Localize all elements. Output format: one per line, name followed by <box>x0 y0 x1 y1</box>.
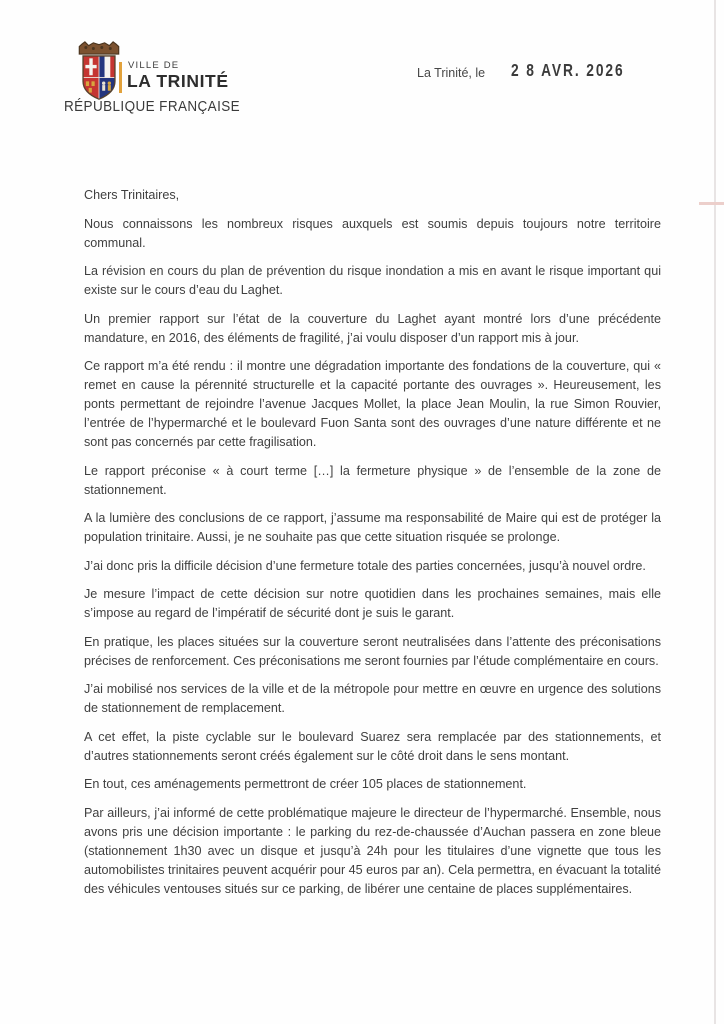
letter-paragraph: J’ai donc pris la difficile décision d’une fermeture totale des parties concernées, jusqu’à nouvel ordre. <box>84 558 646 573</box>
city-brand-block <box>64 38 264 122</box>
letter-paragraph: Nous connaissons les nombreux risques auxquels est soumis depuis toujours notre territoire communal. <box>84 216 661 250</box>
letter-paragraph: A cet effet, la piste cyclable sur le boulevard Suarez sera remplacée par des stationnements, et d’autres stationnements seront créés également sur le côté droit dans le sens montant. <box>84 729 661 763</box>
letter-paragraph: A la lumière des conclusions de ce rapport, j’assume ma responsabilité de Maire qui est de protéger la population trinitaire. Aussi, je ne souhaite pas que cette situation risquée se prolonge. <box>84 511 661 544</box>
letter-body <box>84 186 661 908</box>
letter-paragraph: J’ai mobilisé nos services de la ville et de la métropole pour mettre en œuvre en urgence des solutions de stationnement de remplacement. <box>84 682 661 715</box>
letter-paragraph: Par ailleurs, j’ai informé de cette problématique majeure le directeur de l’hypermarché. Ensemble, nous avons pris une décision importante : le parking du rez-de-chaussée d’Auchan passera en zone bleue (stationnement 1h30 avec un disque et jusqu’à 24h pour les titulaires d’une vignette que tous les automobilistes trinitaires peuvent acquérir pour 45 euros par an). Cela permettra, en évacuant la totalité des véhicules ventouses situés sur ce parking, de libérer une centaine de places supplémentaires. <box>84 805 661 896</box>
scan-page-edge-line <box>714 0 716 1024</box>
scan-artifact-mark <box>699 202 724 205</box>
dateline-label: La Trinité, le <box>417 66 486 80</box>
letter-paragraph: Le rapport préconise « à court terme […] la fermeture physique » de l’ensemble de la zone de stationnement. <box>84 463 661 497</box>
letter-paragraph: En pratique, les places situées sur la couverture seront neutralisées dans l’attente des préconisations précises de renforcement. Ces préconisations me seront fournies par l’étude complémentaire en cours. <box>84 634 661 668</box>
date-stamp: 2 8 AVR. 2026 <box>511 62 625 81</box>
brand-divider <box>119 62 122 93</box>
letter-paragraph: Ce rapport m’a été rendu : il montre une dégradation importante des fondations de la couverture, qui « remet en cause la pérennité structurelle et la capacité portante des ouvrages ». Heureusement, les ponts permettant de rejoindre l’avenue Jacques Mollet, la place Jean Moulin, la rue Simon Rouvier, l’entrée de l’hypermarché et le boulevard Fuon Santa sont des ouvrages d’une nature différente et ne sont pas concernés par cette fragilisation. <box>84 359 661 449</box>
letter-paragraph: En tout, ces aménagements permettront de créer 105 places de stationnement. <box>84 777 527 791</box>
salutation: Chers Trinitaires, <box>84 188 180 202</box>
brand-republic: RÉPUBLIQUE FRANÇAISE <box>64 98 241 115</box>
letter-paragraph: Un premier rapport sur l’état de la couverture du Laghet ayant montré lors d’une précédente mandature, en 2016, des éléments de fragilité, j’ai voulu disposer d’un rapport mis à jour. <box>84 311 661 345</box>
letter-paragraph: La révision en cours du plan de prévention du risque inondation a mis en avant le risque important qui existe sur le cours d’eau du Laghet. <box>84 264 661 297</box>
letter-paragraph: Je mesure l’impact de cette décision sur notre quotidien dans les prochaines semaines, mais elle s’impose au regard de l’impératif de sécurité dont je suis le garant. <box>84 587 661 620</box>
brand-city-name: LA TRINITÉ <box>127 71 229 91</box>
la-trinite-coat-of-arms-icon <box>76 40 122 102</box>
brand-ville-de: VILLE DE <box>128 60 180 71</box>
